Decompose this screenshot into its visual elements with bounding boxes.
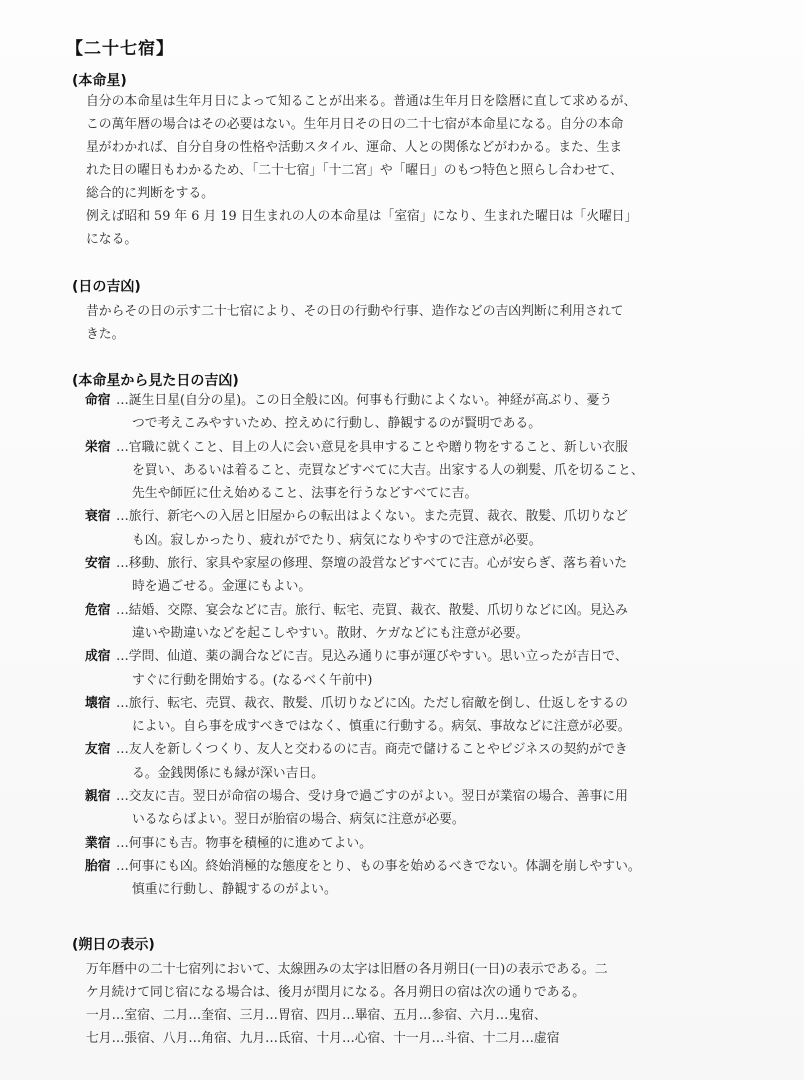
mansion-name: 安宿 — [85, 556, 111, 572]
mansion-entry-suishuku — [86, 505, 736, 552]
paragraph-line: この萬年暦の場合はその必要はない。生年月日その日の二十七宿が本命星になる。自分の本命 — [86, 117, 624, 132]
mansion-entry-anshuku — [86, 552, 736, 599]
entry-line: すぐに行動を開始する。(なるべく午前中) — [132, 672, 373, 688]
section-heading-sakujitsu: (朔日の表示) — [72, 937, 155, 953]
section-heading-kikkyo: (日の吉凶) — [72, 279, 141, 295]
entry-line: を買い、あるいは着ること、売買などすべてに大吉。出家する人の剃髪、爪を切ること、 — [132, 462, 644, 478]
paragraph-line: 星がわかれば、自分自身の性格や活動スタイル、運命、人との関係などがわかる。また、生ま — [86, 140, 623, 155]
section-body-honmeisei — [86, 90, 736, 251]
paragraph-line: ケ月続けて同じ宿になる場合は、後月が閏月になる。各月朔日の宿は次の通りである。 — [86, 985, 586, 1000]
paragraph-line: 一月…室宿、二月…奎宿、三月…胃宿、四月…畢宿、五月…参宿、六月…鬼宿、 — [86, 1008, 547, 1023]
document-title: 【二十七宿】 — [66, 39, 174, 59]
entry-line: 先生や師匠に仕え始めること、法事を行うなどすべてに吉。 — [132, 486, 478, 502]
entry-line: …結婚、交際、宴会などに吉。旅行、転宅、売買、裁衣、散髪、爪切りなどに凶。見込み — [116, 602, 628, 618]
mansion-name: 胎宿 — [85, 858, 111, 874]
mansion-name: 親宿 — [85, 789, 111, 805]
entry-line: …学問、仙道、薬の調合などに吉。見込み通りに事が運びやすい。思い立ったが吉日で、 — [116, 649, 628, 665]
entry-line: 慎重に行動し、静観するのがよい。 — [132, 882, 337, 898]
paragraph-line: きた。 — [86, 327, 125, 342]
entry-line: 時を過ごせる。金運にもよい。 — [132, 579, 312, 595]
mansion-entry-kishuku — [86, 599, 736, 646]
section-heading-honmeisei-kikkyo: (本命星から見た日の吉凶) — [72, 373, 239, 389]
mansion-entry-yushuku — [86, 738, 736, 785]
mansion-entry-shinshuku — [86, 785, 736, 832]
paragraph-line: 昔からその日の示す二十七宿により、その日の行動や行事、造作などの吉凶判断に利用されて — [86, 304, 624, 319]
paragraph-line: になる。 — [86, 232, 138, 247]
mansion-entry-gosshuku — [86, 832, 736, 855]
paragraph-line: れた日の曜日もわかるため、「二十七宿」「十二宮」や「曜日」のもつ特色と照らし合わせて、 — [86, 163, 623, 178]
entry-line: つで考えこみやすいため、控えめに行動し、静観するのが賢明である。 — [132, 416, 541, 432]
mansion-entry-eishuku — [86, 436, 736, 506]
mansion-name: 友宿 — [85, 742, 111, 758]
entry-line: …友人を新しくつくり、友人と交わるのに吉。商売で儲けることやビジネスの契約ができ — [116, 742, 628, 758]
entry-line: によい。自ら事を成すべきではなく、慎重に行動する。病気、事故などに注意が必要。 — [132, 719, 631, 735]
entry-line: …旅行、転宅、売買、裁衣、散髪、爪切りなどに凶。ただし宿敵を倒し、仕返しをするの — [116, 695, 628, 711]
section-body-kikkyo — [86, 300, 736, 346]
entry-line: …移動、旅行、家具や家屋の修理、祭壇の設営などすべてに吉。心が安らぎ、落ち着いた — [116, 556, 628, 572]
section-heading-honmeisei: (本命星) — [72, 73, 127, 89]
paragraph-line: 例えば昭和 59 年 6 月 19 日生まれの人の本命星は「室宿」になり、生まれた曜日は「火曜日」 — [86, 209, 638, 224]
mansion-name: 衰宿 — [85, 509, 111, 525]
entry-line: も凶。寂しかったり、疲れがでたり、病気になりやすので注意が必要。 — [132, 532, 542, 548]
mansion-entry-kaishuku — [86, 692, 736, 739]
mansion-entry-list — [86, 389, 736, 902]
mansion-name: 業宿 — [85, 835, 111, 851]
entry-line: …誕生日星(自分の星)。この日全般に凶。何事も行動によくない。神経が高ぶり、憂う — [116, 393, 613, 408]
mansion-name: 栄宿 — [85, 439, 111, 455]
entry-line: …交友に吉。翌日が命宿の場合、受け身で過ごすのがよい。翌日が業宿の場合、善事に用 — [116, 789, 628, 805]
entry-line: …何事にも凶。終始消極的な態度をとり、もの事を始めるべきでない。体調を崩しやすい。 — [116, 858, 641, 874]
paragraph-line: 総合的に判断をする。 — [86, 186, 214, 201]
section-body-sakujitsu — [86, 958, 736, 1050]
mansion-entry-meishuku — [86, 389, 736, 436]
paragraph-line: 万年暦中の二十七宿列において、太線囲みの太字は旧暦の各月朔日(一日)の表示である。二 — [86, 962, 608, 977]
paragraph-line: 自分の本命星は生年月日によって知ることが出来る。普通は生年月日を陰暦に直して求めるが、 — [86, 94, 637, 109]
mansion-name: 壊宿 — [85, 695, 111, 711]
mansion-entry-seishuku — [86, 645, 736, 692]
entry-line: る。金銭関係にも縁が深い吉日。 — [132, 765, 324, 781]
mansion-name: 危宿 — [85, 602, 111, 618]
mansion-name: 命宿 — [85, 393, 111, 408]
entry-line: いるならばよい。翌日が胎宿の場合、病気に注意が必要。 — [132, 812, 465, 828]
entry-line: …何事にも吉。物事を積極的に進めてよい。 — [116, 835, 372, 851]
paragraph-line: 七月…張宿、八月…角宿、九月…氐宿、十月…心宿、十一月…斗宿、十二月…虚宿 — [86, 1031, 560, 1046]
entry-line: …旅行、新宅への入居と旧屋からの転出はよくない。また売買、裁衣、散髪、爪切りなど — [116, 509, 628, 525]
mansion-name: 成宿 — [85, 649, 111, 665]
entry-line: 違いや勘違いなどを起こしやすい。散財、ケガなどにも注意が必要。 — [132, 625, 529, 641]
entry-line: …官職に就くこと、目上の人に会い意見を具申することや贈り物をすること、新しい衣服 — [116, 439, 628, 455]
mansion-entry-taishuku — [86, 855, 736, 902]
